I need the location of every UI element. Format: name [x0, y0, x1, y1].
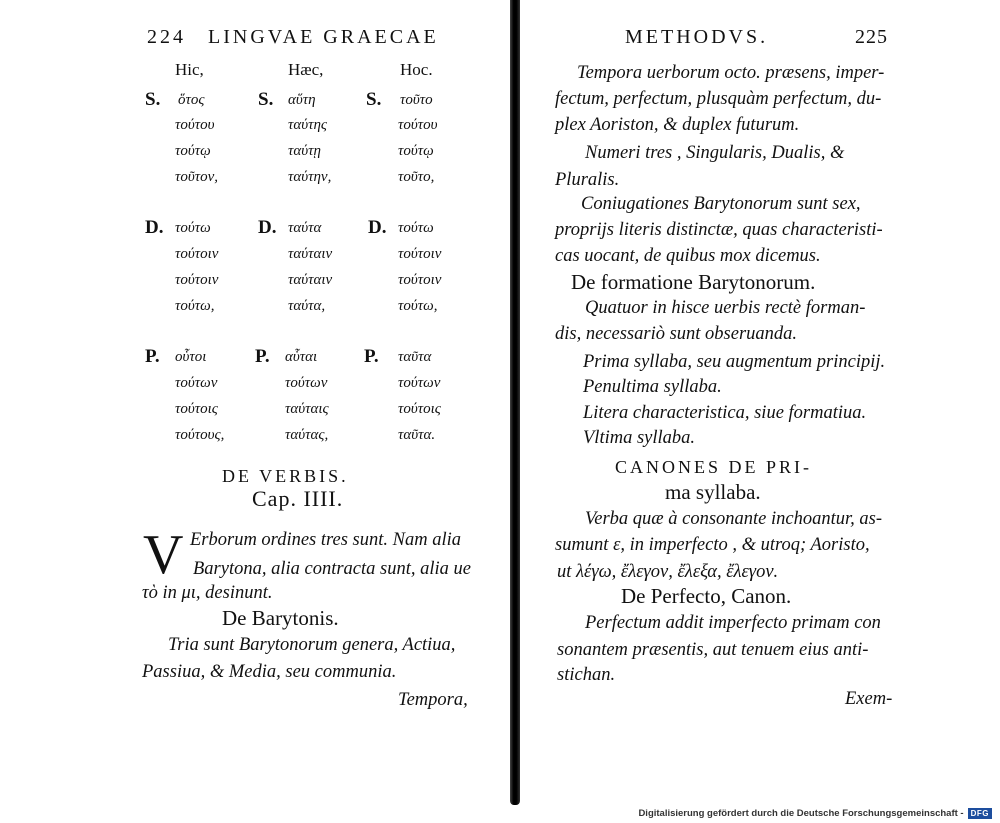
- chapter-title: Cap. IIII.: [252, 486, 344, 511]
- greek-form: τούτοιν: [175, 272, 219, 288]
- heading-de-perfecto: De Perfecto, Canon.: [621, 584, 792, 608]
- text-line: sumunt ε, in imperfecto , & utroq; Aoristo,: [555, 535, 870, 555]
- right-running-title: METHODVS.: [625, 26, 769, 48]
- greek-form: ταύτα: [288, 220, 322, 236]
- dfg-logo: DFG: [968, 808, 992, 819]
- canones-subheading: ma syllaba.: [665, 480, 761, 504]
- text-line: Barytona, alia contracta sunt, alia ue: [193, 559, 471, 579]
- greek-form: τούτοιν: [398, 246, 442, 262]
- greek-form: αὗται: [285, 349, 318, 365]
- case-label: P.: [255, 346, 270, 367]
- text-line: Litera characteristica, siue formatiua.: [583, 403, 867, 423]
- greek-form: τούτοις: [398, 401, 441, 417]
- text-line: fectum, perfectum, plusquàm perfectum, du-: [555, 89, 882, 109]
- greek-form: οὗτοι: [175, 349, 207, 365]
- text-line: Numeri tres , Singularis, Dualis, &: [585, 143, 845, 163]
- text-line: plex Aoriston, & duplex futurum.: [555, 115, 800, 135]
- greek-form: τούτῳ: [175, 143, 211, 159]
- greek-form: αὕτη: [288, 92, 316, 108]
- greek-form: τούτω: [175, 220, 211, 236]
- greek-form: ταύταιν: [288, 272, 333, 288]
- column-heading-fem: Hæc,: [288, 60, 324, 79]
- text-line: Quatuor in hisce uerbis rectè forman-: [585, 298, 866, 318]
- case-label: S.: [258, 89, 274, 110]
- catchword: Exem-: [845, 689, 893, 709]
- case-label: D.: [258, 217, 277, 238]
- greek-form: τούτου: [175, 117, 215, 133]
- catchword: Tempora,: [398, 690, 468, 710]
- text-line: Vltima syllaba.: [583, 428, 696, 448]
- text-line: Verba quæ à consonante inchoantur, as-: [585, 509, 883, 529]
- greek-form: τοῦτο: [400, 92, 433, 108]
- greek-form: ταύτην,: [288, 169, 332, 185]
- left-page: [0, 0, 505, 800]
- greek-form: ταῦτα.: [398, 427, 436, 443]
- column-heading-neut: Hoc.: [400, 60, 433, 79]
- heading-de-barytonis: De Barytonis.: [222, 606, 339, 630]
- greek-form: τούτοις: [175, 401, 218, 417]
- text-line: dis, necessariò sunt obseruanda.: [555, 324, 798, 344]
- greek-form: τούτων: [285, 375, 328, 391]
- text-line: Pluralis.: [555, 170, 620, 190]
- column-heading-masc: Hic,: [175, 60, 204, 79]
- text-line: τὸ in μι, desinunt.: [142, 583, 273, 603]
- greek-form: ταῦτα: [398, 349, 432, 365]
- text-line: Erborum ordines tres sunt. Nam alia: [190, 530, 462, 550]
- case-label: S.: [366, 89, 382, 110]
- text-line: Prima syllaba, seu augmentum principij.: [583, 352, 886, 372]
- text-line: stichan.: [557, 665, 616, 685]
- greek-form: τούτοιν: [398, 272, 442, 288]
- left-running-head: [147, 26, 439, 49]
- greek-form: τούτων: [175, 375, 218, 391]
- right-page-number: 225: [855, 26, 888, 48]
- canones-heading: CANONES DE PRI-: [615, 457, 813, 477]
- drop-capital: V: [143, 524, 184, 586]
- greek-form: τούτους,: [175, 427, 225, 443]
- text-line: proprijs literis distinctæ, quas characteristi-: [555, 220, 883, 240]
- text-line: cas uocant, de quibus mox dicemus.: [555, 246, 821, 266]
- section-title: DE VERBIS.: [222, 466, 349, 486]
- text-line: Tempora uerborum octo. præsens, imper-: [577, 63, 885, 83]
- right-page: [525, 0, 1000, 800]
- case-label: P.: [364, 346, 379, 367]
- heading-de-formatione: De formatione Barytonorum.: [571, 270, 816, 294]
- text-line: sonantem præsentis, aut tenuem eius anti-: [557, 640, 869, 660]
- greek-form: ταύταιν: [288, 246, 333, 262]
- greek-form: τούτοιν: [175, 246, 219, 262]
- greek-form: ταύτῃ: [288, 143, 321, 159]
- greek-form: τοῦτον,: [175, 169, 219, 185]
- greek-form: ὅτος: [178, 92, 205, 108]
- greek-form: τούτῳ: [398, 143, 434, 159]
- text-line: Passiua, & Media, seu communia.: [142, 662, 397, 682]
- greek-form: ταύταις: [285, 401, 329, 417]
- text-line: ut λέγω, ἔλεγον, ἔλεξα, ἔλεγον.: [557, 562, 779, 582]
- greek-form: τούτου: [398, 117, 438, 133]
- text-line: Coniugationes Barytonorum sunt sex,: [581, 194, 861, 214]
- case-label: D.: [368, 217, 387, 238]
- case-label: D.: [145, 217, 164, 238]
- greek-form: τούτω,: [398, 298, 438, 314]
- text-line: Penultima syllaba.: [583, 377, 722, 397]
- greek-form: ταύτας,: [285, 427, 329, 443]
- greek-form: ταύτης: [288, 117, 328, 133]
- left-page-number: 224: [147, 26, 186, 48]
- greek-form: τούτων: [398, 375, 441, 391]
- case-label: S.: [145, 89, 161, 110]
- greek-form: τούτω: [398, 220, 434, 236]
- greek-form: ταύτα,: [288, 298, 326, 314]
- funding-text: Digitalisierung gefördert durch die Deutsche Forschungsgemeinschaft -: [638, 808, 964, 819]
- book-spine: [510, 0, 520, 805]
- left-running-title: LINGVAE GRAECAE: [208, 26, 439, 48]
- text-line: Perfectum addit imperfecto primam con: [585, 613, 881, 633]
- greek-form: τούτω,: [175, 298, 215, 314]
- text-line: Tria sunt Barytonorum genera, Actiua,: [168, 635, 456, 655]
- case-label: P.: [145, 346, 160, 367]
- greek-form: τοῦτο,: [398, 169, 435, 185]
- funding-notice: [638, 808, 992, 819]
